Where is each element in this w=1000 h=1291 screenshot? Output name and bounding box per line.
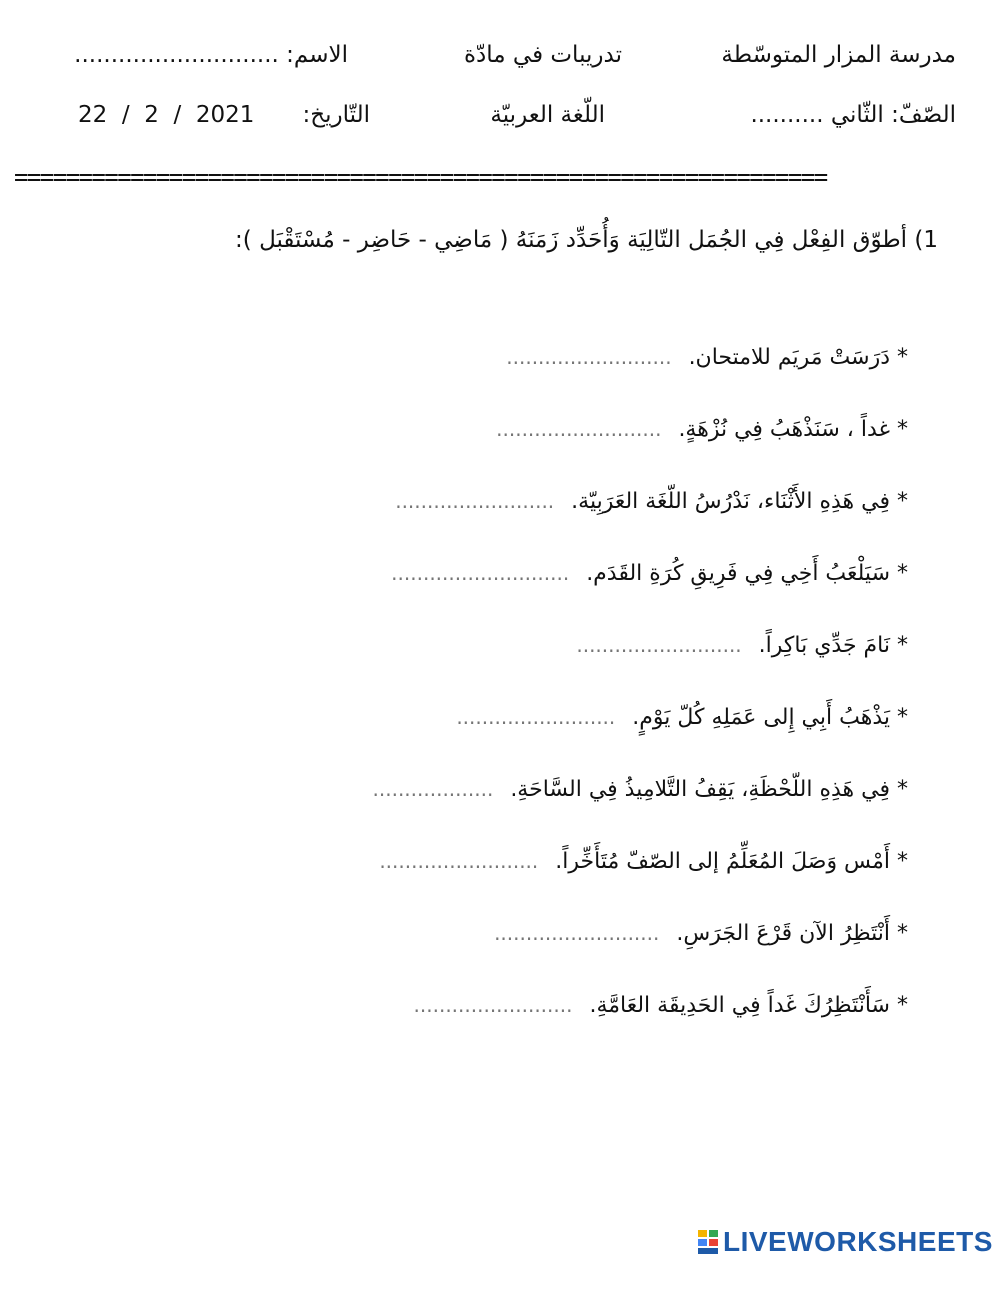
answer-input-5[interactable] [493, 633, 742, 657]
sentence-10 [323, 991, 908, 1021]
liveworksheets-logo-icon [697, 1229, 719, 1255]
sentence-text: * سَأَنْتَظِرُكَ غَداً فِي الحَدِيقَة العَامَّةِ. [589, 993, 908, 1018]
sentence-text: * نَامَ جَدِّي بَاكِراً. [758, 633, 908, 658]
subject-label: تدريبات في مادّة [464, 42, 622, 68]
sentence-1 [423, 343, 908, 373]
sentence-5 [493, 631, 908, 661]
student-name-label: الاسم: ............................ [74, 42, 348, 68]
liveworksheets-logo [697, 1228, 993, 1256]
sentence-9 [410, 919, 908, 949]
sentence-8 [289, 847, 908, 877]
header-separator: =============================================================== [14, 163, 827, 191]
sentence-text: * غداً ، سَنَذْهَبُ فِي نُزْهَةٍ. [678, 417, 908, 442]
sentence-3 [305, 487, 908, 517]
answer-input-8[interactable] [289, 849, 538, 873]
date-label: التّاريخ: [302, 102, 370, 128]
sentence-text: * أَمْس وَصَلَ المُعَلِّمُ إلى الصّفّ مُتَأَخِّراً. [555, 849, 908, 874]
answer-input-3[interactable] [305, 489, 554, 513]
sentence-6 [366, 703, 908, 733]
answer-input-4[interactable] [320, 561, 569, 585]
sentence-2 [412, 415, 908, 445]
sentence-text: * فِي هَذِهِ اللّحْظَةِ، يَقِفُ التَّلامِيذُ فِي السَّاحَةِ. [510, 777, 908, 802]
sentence-4 [320, 559, 908, 589]
date-value: 22 / 2 / 2021 [78, 102, 255, 128]
sentence-text: * دَرَسَتْ مَريَم للامتحان. [688, 345, 908, 370]
grade-label: الصّفّ: الثّاني .......... [750, 102, 956, 128]
sentence-text: * يَذْهَبُ أَبِي إِلى عَمَلِهِ كُلّ يَوْمٍ. [632, 705, 908, 730]
sentence-text: * أَنْتَظِرُ الآن قَرْعَ الجَرَسِ. [676, 921, 908, 946]
answer-input-1[interactable] [423, 345, 672, 369]
answer-input-6[interactable] [366, 705, 615, 729]
school-name: مدرسة المزار المتوسّطة [721, 42, 956, 68]
question-instruction: 1) أطوّق الفِعْل فِي الجُمَل التّالِيَة وَأُحَدِّد زَمَنَهُ ( مَاضِي - حَاضِر - مُسْتَقْبَل ): [235, 227, 938, 253]
sentence-7 [244, 775, 908, 805]
answer-input-2[interactable] [412, 417, 661, 441]
sentence-text: * فِي هَذِهِ الأَثْنَاء، نَدْرُسُ اللّغَة العَرَبِيّة. [571, 489, 908, 514]
subject-name: اللّغة العربيّة [490, 102, 605, 128]
sentence-text: * سَيَلْعَبُ أَخِي فِي فَرِيقِ كُرَةِ القَدَم. [586, 561, 908, 586]
answer-input-7[interactable] [244, 777, 493, 801]
liveworksheets-logo-text: LIVEWORKSHEETS [723, 1226, 993, 1257]
answer-input-9[interactable] [410, 921, 659, 945]
answer-input-10[interactable] [323, 993, 572, 1017]
